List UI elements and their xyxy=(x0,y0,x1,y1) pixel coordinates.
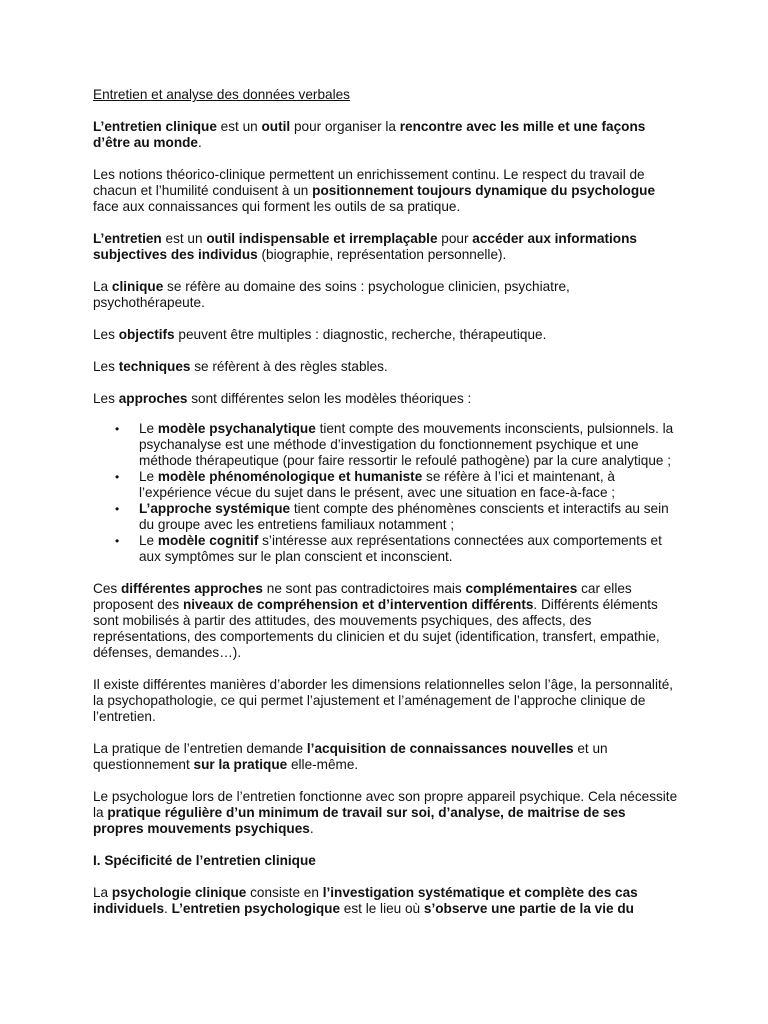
paragraph-entretien-outil: L’entretien est un outil indispensable et irremplaçable pour accéder aux informations subjectives des individus (biographie, représentation personnelle). xyxy=(93,231,637,262)
bold-text: L’entretien psychologique xyxy=(171,901,341,916)
document-title: Entretien et analyse des données verbales xyxy=(93,87,350,102)
bullet-icon: • xyxy=(115,470,120,484)
bold-text: niveaux de compréhension et d’intervention différents xyxy=(182,597,534,612)
bold-text: L’entretien clinique xyxy=(93,119,217,134)
bold-text: L’approche systémique xyxy=(139,501,291,516)
paragraph-objectifs: Les objectifs peuvent être multiples : diagnostic, recherche, thérapeutique. xyxy=(93,327,547,342)
paragraph-psychologie-clinique: La psychologie clinique consiste en l’investigation systématique et complète des cas individuels. L’entretien psychologique est le lieu où s’observe une partie de la vie du xyxy=(93,885,638,916)
paragraph-differentes-approches: Ces différentes approches ne sont pas contradictoires mais complémentaires car elles proposent des niveaux de compréhension et d’intervention différents. Différents éléments sont mobilisés à partir des attitudes, des mouvements psychiques, des affects, des représentations, des comportements du clinicien et du sujet (identification, transfert, empathie, défenses, demandes…). xyxy=(93,581,660,660)
bold-text: outil indispensable et irremplaçable xyxy=(206,231,438,246)
bold-text: s’observe une partie de la vie du xyxy=(423,901,634,916)
bold-text: différentes approches xyxy=(120,581,263,596)
paragraph-psychologue: Le psychologue lors de l’entretien fonctionne avec son propre appareil psychique. Cela nécessite la pratique régulière d’un minimum de travail sur soi, d’analyse, de maitrise de ses propres mouvements psychiques. xyxy=(93,789,678,836)
bold-text: rencontre avec les mille et une façons d’être au monde xyxy=(93,119,646,150)
bold-text: L’entretien xyxy=(93,231,162,246)
bold-text: techniques xyxy=(118,359,191,374)
bold-text: modèle cognitif xyxy=(157,533,259,548)
bullet-icon: • xyxy=(115,502,120,516)
bold-text: clinique xyxy=(111,279,164,294)
bold-text: objectifs xyxy=(118,327,175,342)
paragraph-entretien-clinique: L’entretien clinique est un outil pour organiser la rencontre avec les mille et une façons d’être au monde. xyxy=(93,119,646,150)
bold-text: psychologie clinique xyxy=(111,885,247,900)
paragraph-dimensions: Il existe différentes manières d’aborder les dimensions relationnelles selon l’âge, la personnalité, la psychopathologie, ce qui permet l’ajustement et l’aménagement de l’approche clinique de l’entretien. xyxy=(93,677,674,724)
section-heading: I. Spécificité de l’entretien clinique xyxy=(93,853,316,868)
bold-text: approches xyxy=(118,391,188,406)
bold-text: accéder aux informations subjectives des individus xyxy=(93,231,637,262)
list-item: • Le modèle cognitif s’intéresse aux représentations connectées aux comportements et aux symptômes sur le plan conscient et inconscient. xyxy=(115,533,662,564)
bullet-icon: • xyxy=(115,422,120,436)
paragraph-notions: Les notions théorico-clinique permettent un enrichissement continu. Le respect du travail de chacun et l’humilité conduisent à un positionnement toujours dynamique du psychologue face aux connaissances qui forment les outils de sa pratique. xyxy=(93,167,656,214)
bullet-icon: • xyxy=(115,534,120,548)
bold-text: sur la pratique xyxy=(193,757,288,772)
list-item: • Le modèle psychanalytique tient compte des mouvements inconscients, pulsionnels. la psychanalyse est une méthode d’investigation du fonctionnement psychique et une méthode thérapeutique (pour faire ressortir le refoulé pathogène) par la cure analytique ; xyxy=(115,421,674,468)
list-item: • Le modèle phénoménologique et humaniste se réfère à l’ici et maintenant, à l’expérience vécue du sujet dans le présent, avec une situation en face-à-face ; xyxy=(115,469,616,500)
bold-text: complémentaires xyxy=(465,581,578,596)
bold-text: pratique régulière d’un minimum de travail sur soi, d’analyse, de maitrise de ses propres mouvements psychiques xyxy=(93,805,626,836)
bold-text: modèle psychanalytique xyxy=(157,421,316,436)
list-item: • L’approche systémique tient compte des phénomènes conscients et interactifs au sein du groupe avec les entretiens familiaux notamment ; xyxy=(115,501,669,532)
bold-text: positionnement toujours dynamique du psychologue xyxy=(312,183,656,198)
paragraph-pratique: La pratique de l’entretien demande l’acquisition de connaissances nouvelles et un questionnement sur la pratique elle-même. xyxy=(93,741,608,772)
approaches-list xyxy=(93,421,678,565)
bold-text: l’investigation systématique et complète des cas individuels xyxy=(93,885,638,916)
paragraph-approches: Les approches sont différentes selon les modèles théoriques : xyxy=(93,391,472,406)
paragraph-techniques: Les techniques se réfèrent à des règles stables. xyxy=(93,359,388,374)
paragraph-clinique: La clinique se réfère au domaine des soins : psychologue clinicien, psychiatre, psychothérapeute. xyxy=(93,279,570,310)
bold-text: outil xyxy=(261,119,291,134)
bold-text: modèle phénoménologique et humaniste xyxy=(157,469,423,484)
bold-text: l’acquisition de connaissances nouvelles xyxy=(306,741,574,756)
